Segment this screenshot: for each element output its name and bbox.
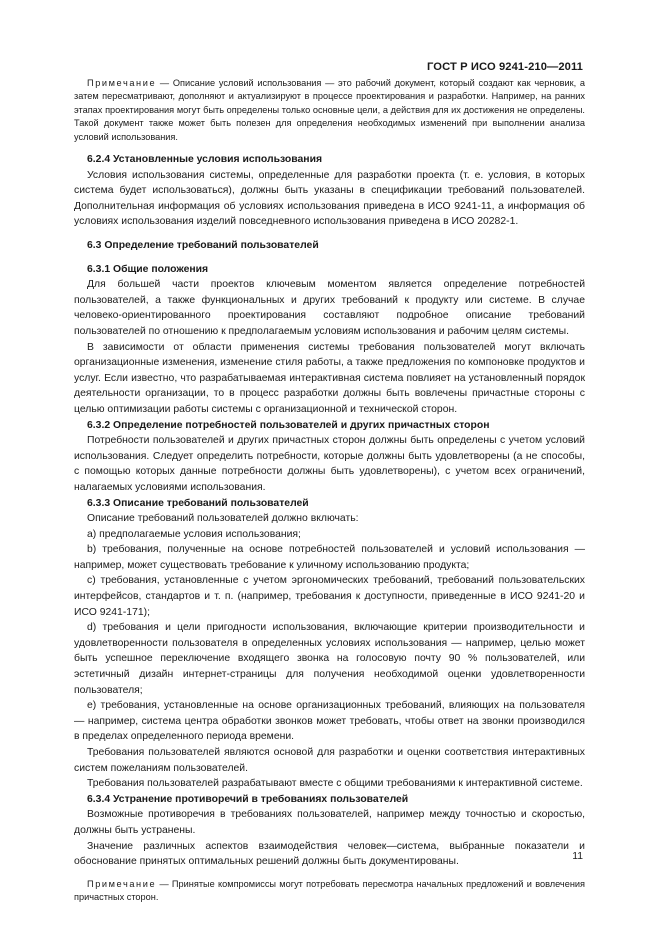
section-6-3-3-intro: Описание требований пользователей должно включать: — [87, 513, 359, 525]
section-6-3-3-paragraph-2: Требования пользователей разрабатывают вместе с общими требованиями к интерактивной системе. — [87, 778, 583, 790]
note-text: — Принятые компромиссы могут потребовать пересмотра начальных предложений и вовлечения причастных сторон. — [74, 878, 585, 903]
page-number: 11 — [572, 851, 583, 862]
section-6-3-3-heading: 6.3.3 Описание требований пользователей — [87, 497, 309, 509]
section-6-3-1-heading: 6.3.1 Общие положения — [87, 263, 209, 275]
note-label: Примечание — [87, 878, 157, 889]
document-body — [74, 77, 585, 905]
list-item-c: c) требования, установленные с учетом эргономических требований, требований пользовательских интерфейсов, стандартов и т. п. (например, требования к доступности, приведенные в ИСО 9241-20 и ИСО 9241-171); — [74, 575, 585, 618]
list-item-a: a) предполагаемые условия использования; — [87, 528, 301, 540]
list-item-b: b) требования, полученные на основе потребностей пользователей и условий использования — например, может существовать требование к уличному использованию продукта; — [74, 544, 585, 571]
section-6-2-4-heading: 6.2.4 Установленные условия использования — [87, 154, 323, 166]
section-6-3-heading: 6.3 Определение требований пользователей — [87, 240, 319, 251]
section-6-3-3-paragraph-1: Требования пользователей являются основой для разработки и оценки соответствия интерактивных систем пожеланиям пользователей. — [74, 747, 585, 774]
section-6-3-1-paragraph-1: Для большей части проектов ключевым моментом является определение потребностей пользователей, а также функциональных и других требований к продукту или системе. В случае человеко-ориентированного проектирования составляют подробное описание требований пользователей по отношению к предполагаемым условиям использования и рабочим целям системы. — [74, 279, 585, 337]
list-item-e: e) требования, установленные на основе организационных требований, влияющих на пользователя — например, система центра обработки звонков может требовать, чтобы ответ на звонки производился в пределах определенного периода времени. — [74, 700, 585, 743]
list-item-d: d) требования и цели пригодности использования, включающие критерии производительности и удовлетворенности пользователя в определенных условиях использования — например, целью может быть успешное переключение входящего звонка на голосовую почту 90 % пользователей, или эстетичный дизайн интернет-страницы для получения необходимой оценки удовлетворенности пользователя; — [74, 622, 585, 696]
note-compromises — [74, 878, 585, 905]
note-usage-context — [74, 77, 585, 144]
section-6-3-4-paragraph-1: Возможные противоречия в требованиях пользователей, например между точностью и скоростью, должны быть устранены. — [74, 809, 585, 836]
section-6-3-2-heading: 6.3.2 Определение потребностей пользователей и других причастных сторон — [87, 419, 490, 431]
note-text: — Описание условий использования — это рабочий документ, который создают как черновик, а затем пересматривают, дополняют и актуализируют в процессе проектирования и разработки. Например, на ранних этапах проектирования могут быть определены только основные цели, а действия для их достижения не определены. Такой документ также может быть полезен для определения необходимых изменений при выполнении анализа условий использования. — [74, 78, 585, 142]
note-label: Примечание — [87, 78, 157, 88]
section-6-3-4-heading: 6.3.4 Устранение противоречий в требованиях пользователей — [87, 793, 409, 805]
section-6-2-4-paragraph: Условия использования системы, определенные для разработки проекта (т. е. условия, в которых система будет использоваться), должны быть указаны в спецификации требований пользователей. Дополнительная информация об условиях использования приведена в ИСО 9241-11, а информация об условиях использования изделий повседневного использования приведена в ИСО 20282-1. — [74, 169, 585, 228]
section-6-3-4-paragraph-2: Значение различных аспектов взаимодействия человек—система, выбранные показатели и обоснование принятых оптимальных решений должны быть документированы. — [74, 840, 585, 868]
section-6-3-1-paragraph-2: В зависимости от области применения системы требования пользователей могут включать организационные изменения, изменение стиля работы, а также предложения по компоновке продуктов и услуг. Если известно, что разрабатываемая интерактивная система повлияет на установленный порядок деятельности организации, то в процесс разработки должны быть вовлечены причастные стороны с целью оптимизации работы системы с организационной и технической сторон. — [74, 341, 585, 415]
document-code: ГОСТ Р ИСО 9241-210—2011 — [427, 61, 583, 73]
section-6-3-2-paragraph: Потребности пользователей и других причастных сторон должны быть определены с учетом условий использования. Следует определить потребности, которые должны быть удовлетворены (а не способы, с помощью которых данные потребности должны быть удовлетворены), с учетом всех ограничений, налагаемых условиями использования. — [74, 435, 585, 493]
